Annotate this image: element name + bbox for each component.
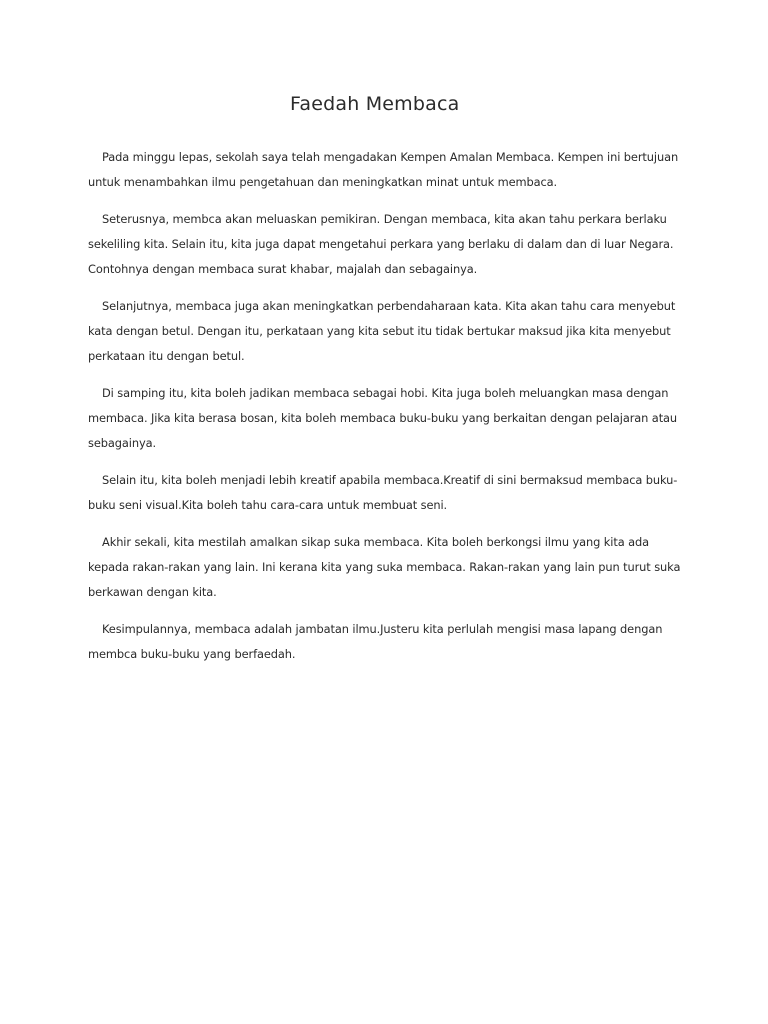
paragraph-di-samping-itu: Di samping itu, kita boleh jadikan membaca sebagai hobi. Kita juga boleh meluangkan masa dengan membaca. Jika kita berasa bosan, kita boleh membaca buku-buku yang berkaitan dengan pelajaran atau sebagainya.: [88, 386, 678, 450]
paragraph-selain-itu: Selain itu, kita boleh menjadi lebih kreatif apabila membaca.Kreatif di sini bermaksud membaca buku-buku seni visual.Kita boleh tahu cara-cara untuk membuat seni.: [88, 473, 678, 512]
paragraph-kesimpulan: Kesimpulannya, membaca adalah jambatan ilmu.Justeru kita perlulah mengisi masa lapang dengan membca buku-buku yang berfaedah.: [88, 622, 663, 661]
paragraph-selanjutnya: Selanjutnya, membaca juga akan meningkatkan perbendaharaan kata. Kita akan tahu cara menyebut kata dengan betul. Dengan itu, perkataan yang kita sebut itu tidak bertukar maksud jika kita menyebut perkataan itu dengan betul.: [88, 299, 676, 363]
paragraph-seterusnya: Seterusnya, membca akan meluaskan pemikiran. Dengan membaca, kita akan tahu perkara berlaku sekeliling kita. Selain itu, kita juga dapat mengetahui perkara yang berlaku di dalam dan di luar Negara. Contohnya dengan membaca surat khabar, majalah dan sebagainya.: [88, 212, 674, 276]
document-body: [88, 145, 686, 679]
paragraph-intro: Pada minggu lepas, sekolah saya telah mengadakan Kempen Amalan Membaca. Kempen ini bertujuan untuk menambahkan ilmu pengetahuan dan meningkatkan minat untuk membaca.: [88, 150, 679, 189]
paragraph-akhir-sekali: Akhir sekali, kita mestilah amalkan sikap suka membaca. Kita boleh berkongsi ilmu yang kita ada kepada rakan-rakan yang lain. Ini kerana kita yang suka membaca. Rakan-rakan yang lain pun turut suka berkawan dengan kita.: [88, 535, 681, 599]
document-title: Faedah Membaca: [290, 93, 460, 115]
